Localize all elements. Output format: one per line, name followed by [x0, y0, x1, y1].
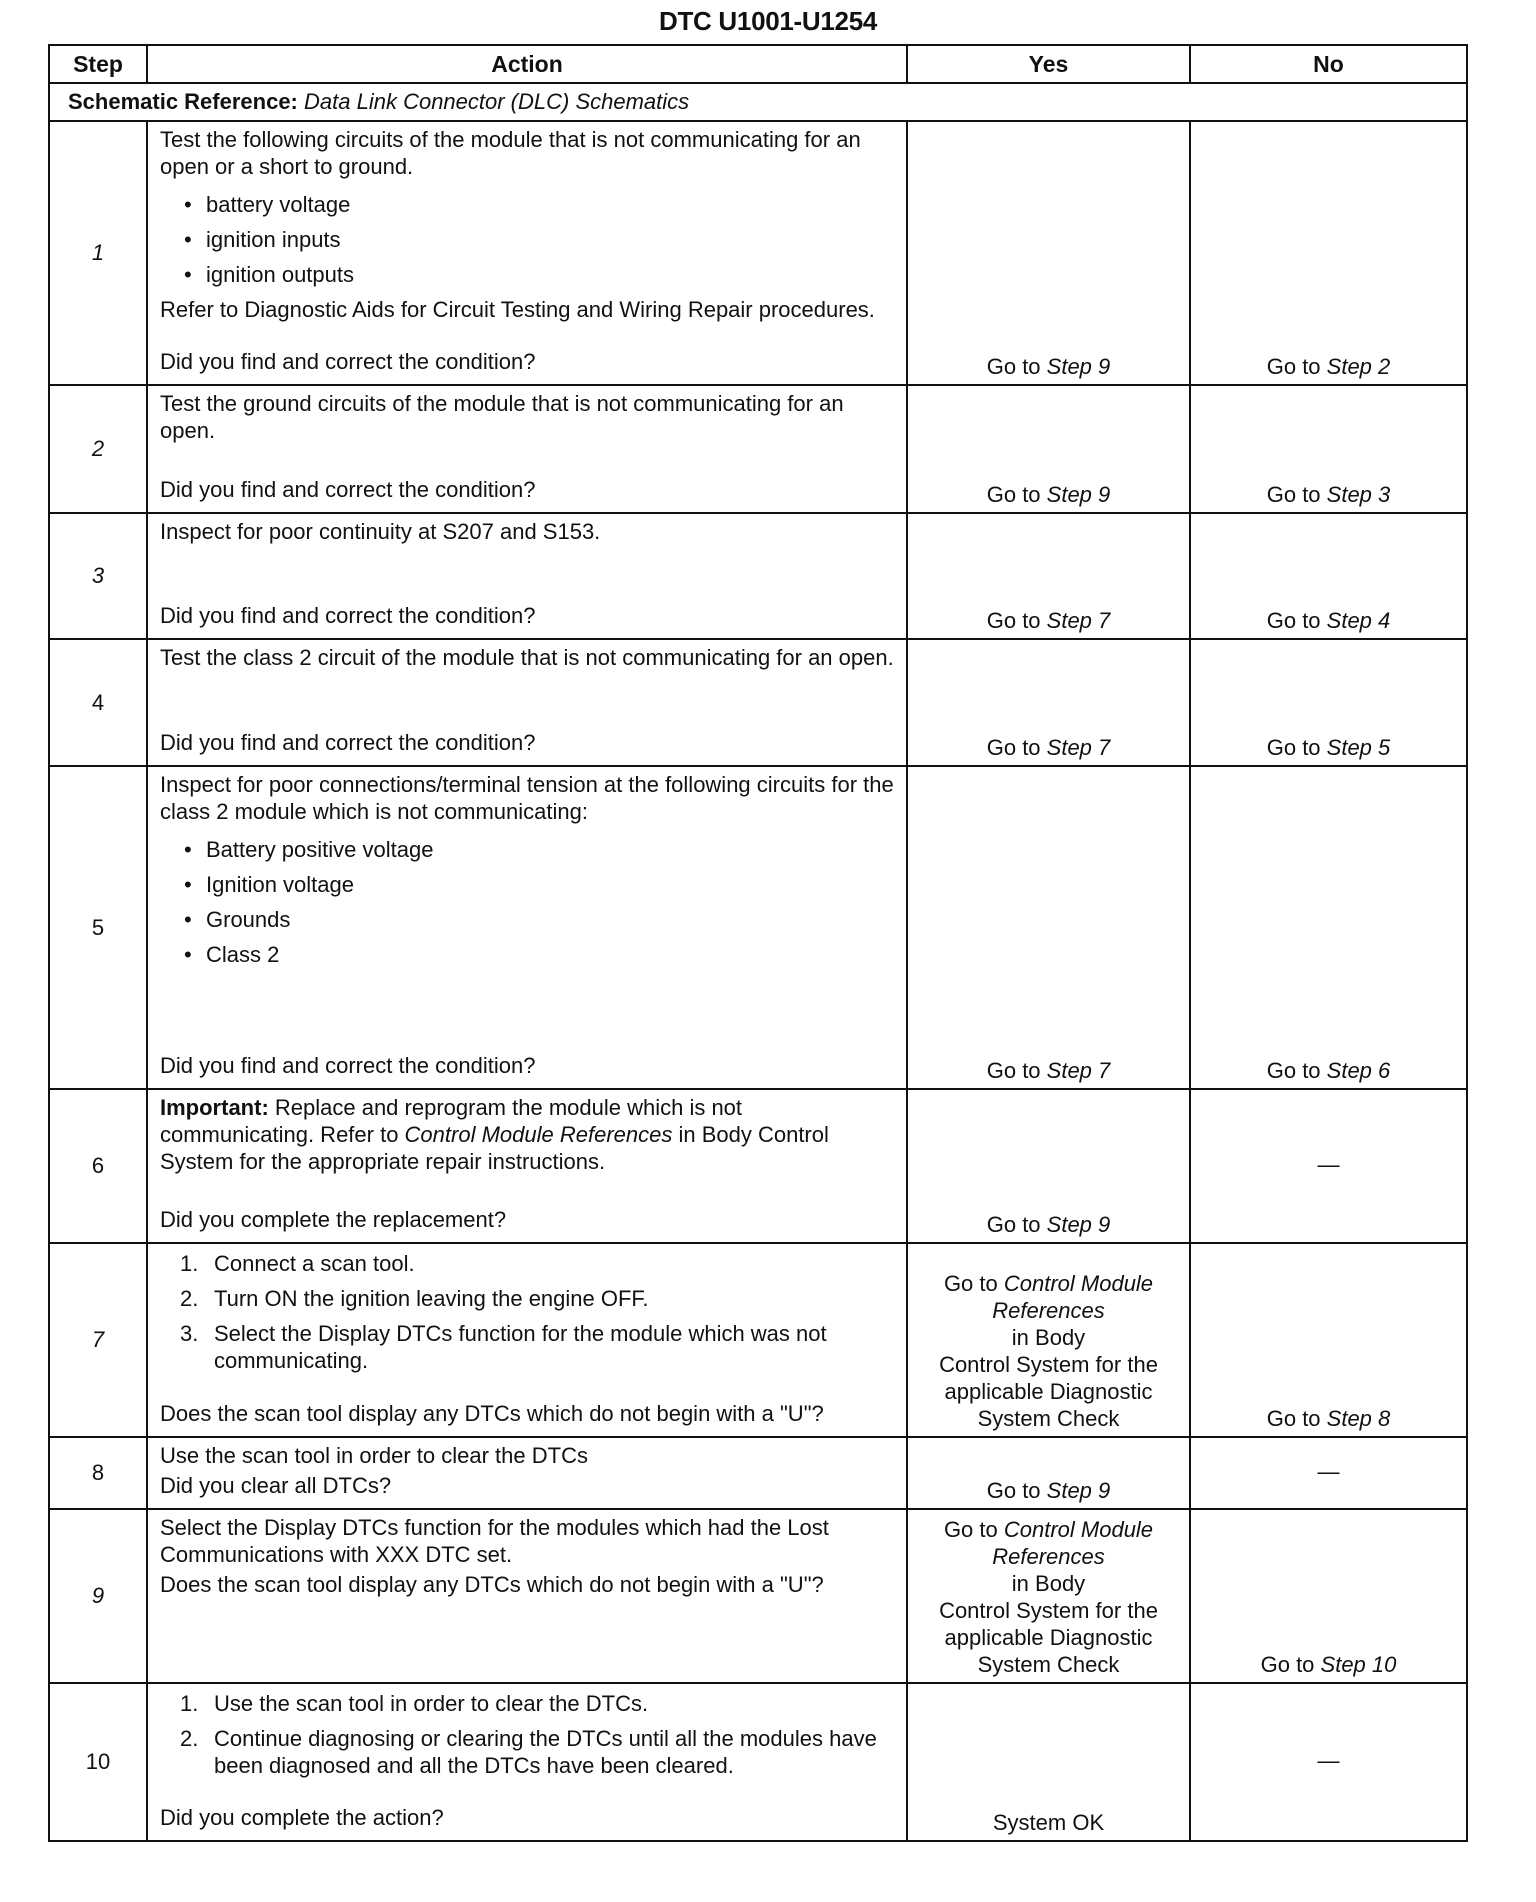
- result-line: [908, 1057, 1189, 1084]
- result-line: [908, 734, 1189, 761]
- action-paragraph: [160, 1571, 896, 1598]
- yes-result: [907, 1509, 1190, 1683]
- step-number: 3: [49, 513, 147, 639]
- result-line: [1191, 481, 1466, 508]
- result-line: [1191, 734, 1466, 761]
- action-paragraph: [160, 771, 896, 825]
- table-row-step-4: [49, 639, 1467, 766]
- table-row-step-3: [49, 513, 1467, 639]
- result-line: [908, 481, 1189, 508]
- action-content: [160, 1514, 896, 1676]
- bullet-item: • Ignition voltage: [184, 867, 896, 902]
- no-result: [1190, 766, 1467, 1089]
- action-content: [160, 390, 896, 506]
- text-segment: Step 7: [1046, 608, 1111, 633]
- table-row-step-9: [49, 1509, 1467, 1683]
- step-number: 2: [49, 385, 147, 513]
- text-segment: References: [992, 1298, 1105, 1323]
- text-segment: Go to: [1266, 482, 1327, 507]
- spacer: [160, 1791, 896, 1804]
- text-segment: Test the ground circuits of the module that is not communicating for an open.: [160, 391, 844, 443]
- result-line: [1191, 1405, 1466, 1432]
- text-segment: Step 5: [1326, 735, 1391, 760]
- action-question: Did you find and correct the condition?: [160, 1053, 536, 1078]
- action-content: [160, 126, 896, 378]
- no-result: [1190, 1089, 1467, 1243]
- text-segment: applicable Diagnostic: [944, 1625, 1153, 1650]
- text-segment: in Body: [1011, 1325, 1086, 1350]
- text-segment: Inspect for poor continuity at S207 and S153.: [160, 519, 601, 544]
- result-line: [908, 353, 1189, 380]
- result-line: [908, 1597, 1189, 1624]
- text-segment: Select the Display DTCs function for the modules which had the Lost Communications with XXX DTC set.: [160, 1515, 829, 1567]
- result-line: [908, 1570, 1189, 1597]
- text-segment: References: [992, 1544, 1105, 1569]
- result-line: [908, 1651, 1189, 1678]
- result-line: [908, 1516, 1189, 1543]
- text-segment: Step 7: [1046, 735, 1111, 760]
- text-segment: Step 7: [1046, 1058, 1111, 1083]
- action-question: Did you complete the replacement?: [160, 1207, 507, 1232]
- yes-result: [907, 639, 1190, 766]
- step-number: 10: [49, 1683, 147, 1841]
- text-segment: Does the scan tool display any DTCs which do not begin with a "U"?: [160, 1572, 824, 1597]
- action-question: Did you find and correct the condition?: [160, 603, 536, 628]
- text-segment: Refer to Diagnostic Aids for Circuit Testing and Wiring Repair procedures.: [160, 297, 875, 322]
- text-segment: Go to: [986, 1478, 1047, 1503]
- step-number: 6: [49, 1089, 147, 1243]
- table-row-step-5: [49, 766, 1467, 1089]
- text-segment: Control Module: [1003, 1517, 1154, 1542]
- text-segment: Go to: [1266, 1406, 1327, 1431]
- no-result: [1190, 121, 1467, 385]
- text-segment: Step 10: [1320, 1652, 1397, 1677]
- action-question: Did you find and correct the condition?: [160, 477, 536, 502]
- result-line: [908, 1477, 1189, 1504]
- no-result: [1190, 1509, 1467, 1683]
- action-question: Did you find and correct the condition?: [160, 349, 536, 374]
- action-paragraph: [160, 126, 896, 180]
- action-paragraph: [160, 644, 896, 671]
- result-line: [908, 1270, 1189, 1297]
- spacer: [160, 1178, 896, 1206]
- spacer: [160, 1601, 896, 1676]
- table-row-step-2: [49, 385, 1467, 513]
- action-paragraph: [160, 1094, 896, 1175]
- schematic-link: Data Link Connector (DLC) Schematics: [304, 89, 690, 114]
- text-segment: Step 9: [1046, 1478, 1111, 1503]
- text-segment: Step 6: [1326, 1058, 1391, 1083]
- result-line: [1191, 1151, 1466, 1178]
- step-number: 5: [49, 766, 147, 1089]
- table-row-step-10: [49, 1683, 1467, 1841]
- header-no: No: [1190, 45, 1467, 83]
- action-cell: [147, 1509, 907, 1683]
- schematic-reference: [49, 83, 1467, 121]
- result-line: [908, 1624, 1189, 1651]
- action-content: [160, 1442, 896, 1502]
- yes-result: [907, 385, 1190, 513]
- table-row-step-8: [49, 1437, 1467, 1509]
- result-line: [908, 1297, 1189, 1324]
- text-segment: applicable Diagnostic: [944, 1379, 1153, 1404]
- text-segment: Go to: [1260, 1652, 1321, 1677]
- action-cell: [147, 1243, 907, 1437]
- step-number: 1: [49, 121, 147, 385]
- text-segment: System OK: [992, 1810, 1105, 1835]
- text-segment: Go to: [986, 735, 1047, 760]
- text-segment: Step 9: [1046, 354, 1111, 379]
- text-segment: Go to: [943, 1517, 1004, 1542]
- text-segment: Go to: [1266, 608, 1327, 633]
- no-result: [1190, 513, 1467, 639]
- step-number: 9: [49, 1509, 147, 1683]
- header-step: Step: [49, 45, 147, 83]
- result-line: [908, 1324, 1189, 1351]
- bullet-item: • Battery positive voltage: [184, 832, 896, 867]
- action-question: Did you complete the action?: [160, 1805, 444, 1830]
- result-line: [908, 1351, 1189, 1378]
- numbered-list: [180, 1250, 896, 1382]
- action-content: [160, 644, 896, 759]
- text-segment: Step 4: [1326, 608, 1391, 633]
- action-cell: [147, 1089, 907, 1243]
- diagnostic-table: [48, 44, 1468, 1842]
- action-question: Did you clear all DTCs?: [160, 1473, 392, 1498]
- yes-result: [907, 1437, 1190, 1509]
- header-yes: Yes: [907, 45, 1190, 83]
- yes-result: [907, 1089, 1190, 1243]
- bullet-item: • battery voltage: [184, 187, 896, 222]
- step-number: 7: [49, 1243, 147, 1437]
- text-segment: Use the scan tool in order to clear the DTCs: [160, 1443, 588, 1468]
- text-segment: Go to: [1266, 735, 1327, 760]
- text-segment: Go to: [986, 1212, 1047, 1237]
- no-result: [1190, 639, 1467, 766]
- yes-result: [907, 766, 1190, 1089]
- text-segment: Step 9: [1046, 482, 1111, 507]
- text-segment: System Check: [977, 1652, 1120, 1677]
- numbered-item: 1. Use the scan tool in order to clear the DTCs.: [180, 1691, 649, 1716]
- no-result: [1190, 1683, 1467, 1841]
- text-segment: in Body Control System for the appropriate repair instructions.: [160, 1122, 829, 1174]
- text-segment: Go to: [986, 354, 1047, 379]
- header-action: Action: [147, 45, 907, 83]
- table-row-step-6: [49, 1089, 1467, 1243]
- text-segment: Control System for the: [939, 1598, 1158, 1623]
- numbered-item: 2. Continue diagnosing or clearing the DTCs until all the modules have been diagnosed and all the DTCs have been cleared.: [180, 1726, 877, 1778]
- result-line: [908, 1543, 1189, 1570]
- bullet-item: • ignition inputs: [184, 222, 896, 257]
- schematic-reference-row: [49, 83, 1467, 121]
- yes-result: [907, 121, 1190, 385]
- result-line: [908, 607, 1189, 634]
- table-row-step-7: [49, 1243, 1467, 1437]
- action-cell: [147, 513, 907, 639]
- result-line: [1191, 1747, 1466, 1774]
- action-cell: [147, 1437, 907, 1509]
- text-segment: Step 8: [1326, 1406, 1391, 1431]
- bullet-item: • Grounds: [184, 902, 896, 937]
- no-result: [1190, 1437, 1467, 1509]
- schematic-label: Schematic Reference:: [68, 89, 298, 114]
- action-paragraph: [160, 1514, 896, 1568]
- text-segment: Replace and reprogram the module which is not communicating. Refer to: [160, 1095, 743, 1147]
- action-content: [160, 1248, 896, 1430]
- table-row-step-1: [49, 121, 1467, 385]
- text-segment: Go to: [986, 1058, 1047, 1083]
- step-number: 8: [49, 1437, 147, 1509]
- action-cell: [147, 639, 907, 766]
- action-cell: [147, 1683, 907, 1841]
- action-content: [160, 771, 896, 1082]
- bullet-item: • Class 2: [184, 937, 896, 972]
- action-content: [160, 518, 896, 632]
- action-cell: [147, 121, 907, 385]
- result-line: [1191, 1651, 1466, 1678]
- result-line: [1191, 607, 1466, 634]
- bullet-list: [184, 832, 896, 972]
- text-segment: Step 3: [1326, 482, 1391, 507]
- result-line: [908, 1809, 1189, 1836]
- item-number: 1.: [180, 1251, 199, 1276]
- action-cell: [147, 385, 907, 513]
- text-segment: System Check: [977, 1406, 1120, 1431]
- text-segment: Important:: [160, 1095, 269, 1120]
- text-segment: Go to: [986, 608, 1047, 633]
- spacer: [160, 326, 896, 348]
- result-line: [1191, 353, 1466, 380]
- text-segment: Go to: [1266, 354, 1327, 379]
- text-segment: Control Module: [1003, 1271, 1154, 1296]
- action-question: Did you find and correct the condition?: [160, 730, 536, 755]
- text-segment: Inspect for poor connections/terminal tension at the following circuits for the class 2 module which is not communicating:: [160, 772, 894, 824]
- text-segment: Control System for the: [939, 1352, 1158, 1377]
- action-paragraph: [160, 390, 896, 444]
- spacer: [160, 447, 896, 476]
- bullet-list: [184, 187, 896, 292]
- yes-result: [907, 513, 1190, 639]
- result-line: [908, 1378, 1189, 1405]
- text-segment: Go to: [943, 1271, 1004, 1296]
- numbered-item: 3. Select the Display DTCs function for the module which was not communicating.: [180, 1321, 827, 1373]
- bullet-item: • ignition outputs: [184, 257, 896, 292]
- spacer: [160, 1386, 896, 1400]
- text-segment: —: [1317, 1747, 1340, 1773]
- result-line: [1191, 1057, 1466, 1084]
- step-number: 4: [49, 639, 147, 766]
- text-segment: Go to: [986, 482, 1047, 507]
- spacer: [160, 674, 896, 729]
- text-segment: —: [1317, 1151, 1340, 1177]
- numbered-item: 1. Connect a scan tool.: [180, 1251, 415, 1276]
- result-line: [1191, 1458, 1466, 1485]
- text-segment: —: [1317, 1458, 1340, 1484]
- item-number: 3.: [180, 1321, 199, 1346]
- text-segment: Test the following circuits of the module that is not communicating for an open or a short to ground.: [160, 127, 861, 179]
- action-paragraph: [160, 296, 896, 323]
- result-line: [908, 1405, 1189, 1432]
- no-result: [1190, 1243, 1467, 1437]
- item-number: 2.: [180, 1286, 199, 1311]
- action-content: [160, 1688, 896, 1834]
- numbered-item: 2. Turn ON the ignition leaving the engine OFF.: [180, 1286, 649, 1311]
- spacer: [160, 976, 896, 1052]
- numbered-list: [180, 1690, 896, 1787]
- text-segment: Go to: [1266, 1058, 1327, 1083]
- result-line: [908, 1211, 1189, 1238]
- action-cell: [147, 766, 907, 1089]
- header-row: [49, 45, 1467, 83]
- text-segment: Test the class 2 circuit of the module that is not communicating for an open.: [160, 645, 894, 670]
- yes-result: [907, 1243, 1190, 1437]
- text-segment: Control Module References: [404, 1122, 673, 1147]
- item-number: 1.: [180, 1691, 199, 1716]
- text-segment: in Body: [1011, 1571, 1086, 1596]
- spacer: [160, 548, 896, 602]
- item-number: 2.: [180, 1726, 199, 1751]
- yes-result: [907, 1683, 1190, 1841]
- action-question: Does the scan tool display any DTCs which do not begin with a "U"?: [160, 1401, 824, 1426]
- action-paragraph: [160, 1442, 896, 1469]
- no-result: [1190, 385, 1467, 513]
- action-content: [160, 1094, 896, 1236]
- page-title: DTC U1001-U1254: [658, 6, 878, 36]
- text-segment: Step 2: [1326, 354, 1391, 379]
- action-paragraph: [160, 518, 896, 545]
- text-segment: Step 9: [1046, 1212, 1111, 1237]
